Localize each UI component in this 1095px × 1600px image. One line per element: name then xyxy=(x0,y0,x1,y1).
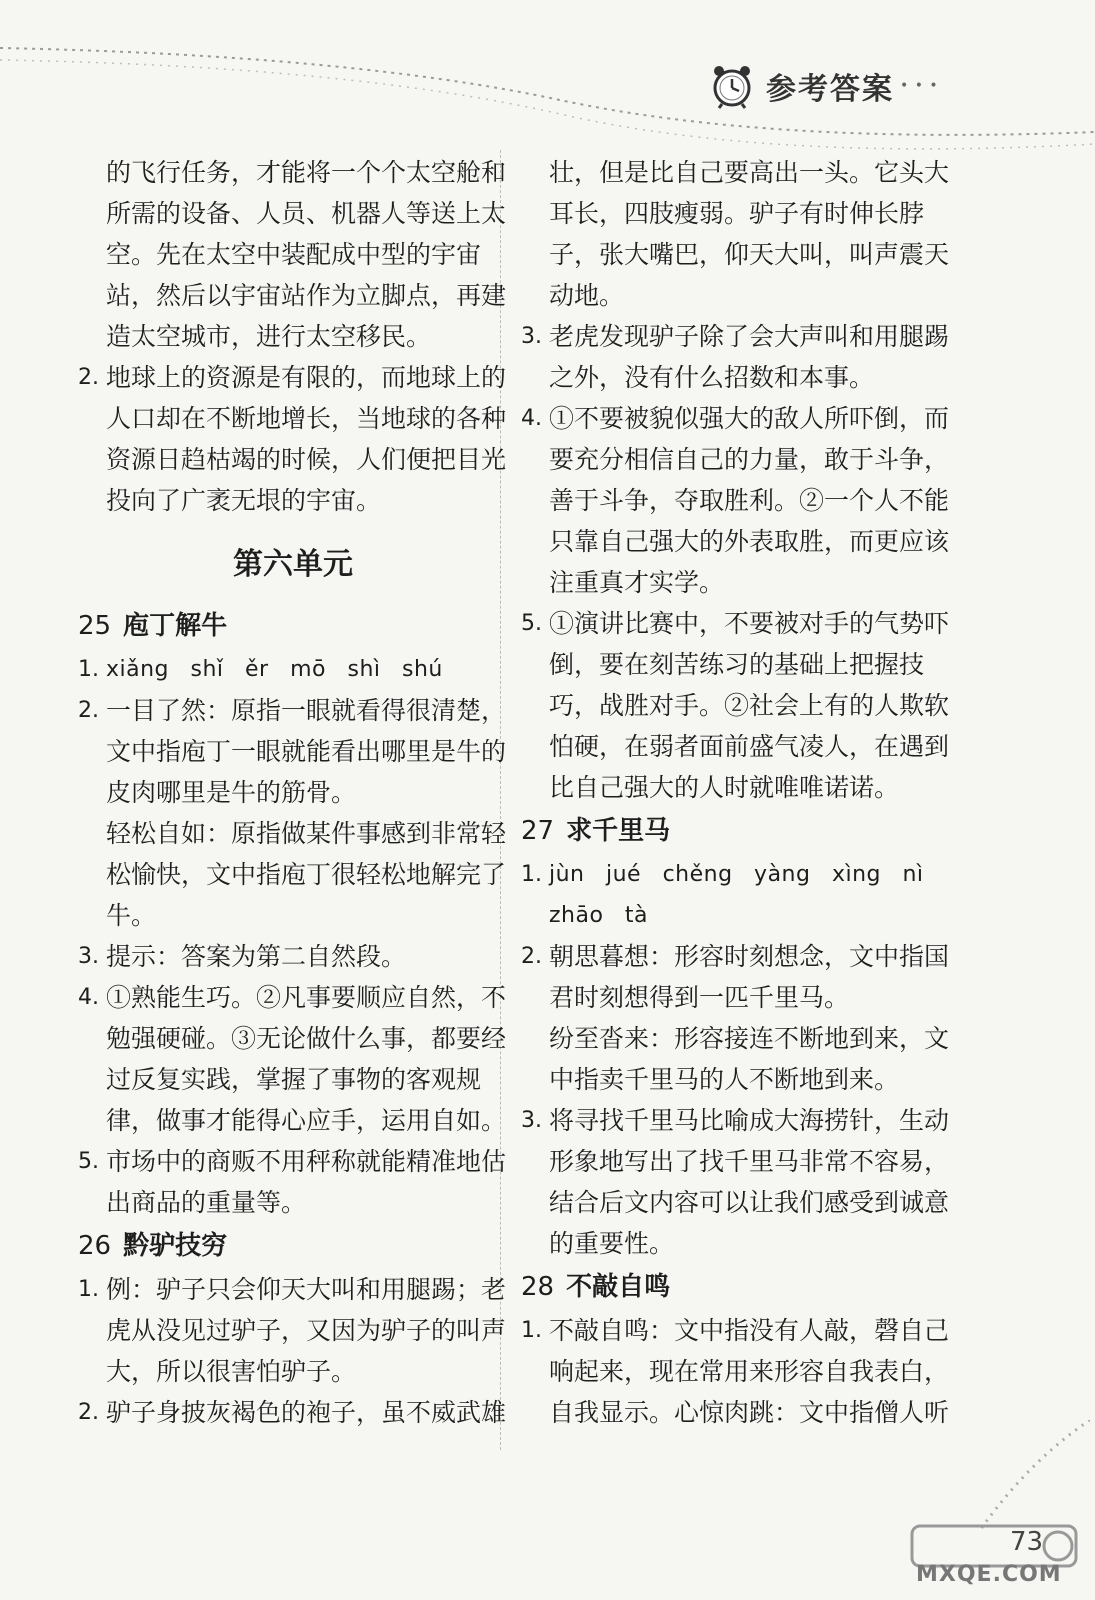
continued-answer: 的飞行任务，才能将一个个太空舱和所需的设备、人员、机器人等送上太空。先在太空中装配成中型的宇宙站，然后以宇宙站作为立脚点，再建造太空城市，进行太空移民。 xyxy=(106,158,507,351)
answer-item: 3. 提示：答案为第二自然段。 xyxy=(78,942,407,971)
corner-dots-decoration xyxy=(960,1420,1090,1530)
header-title: 参考答案 xyxy=(766,72,894,107)
answer-item: 1. jùn jué chěng yàng xìng nì zhāo tà xyxy=(521,862,924,928)
lesson-heading-25: 25 庖丁解牛 xyxy=(78,611,228,641)
answer-subparagraph: 纷至沓来：形容接连不断地到来，文中指卖千里马的人不断地到来。 xyxy=(549,1024,950,1094)
right-column xyxy=(521,152,951,1433)
continued-answer: 壮，但是比自己要高出一头。它头大耳长，四肢瘦弱。驴子有时伸长脖子，张大嘴巴，仰天大叫，叫声震天动地。 xyxy=(549,158,950,310)
unit-title: 第六单元 xyxy=(233,547,353,582)
answer-item: 5. ①演讲比赛中，不要被对手的气势吓倒，要在刻苦练习的基础上把握技巧，战胜对手。②社会上有的人欺软怕硬，在弱者面前盛气凌人，在遇到比自己强大的人时就唯唯诺诺。 xyxy=(521,609,950,802)
lesson-heading-28: 28 不敲自鸣 xyxy=(521,1272,671,1302)
answer-item: 4. ①不要被貌似强大的敌人所吓倒，而要充分相信自己的力量，敢于斗争，善于斗争，夺取胜利。②一个人不能只靠自己强大的外表取胜，而更应该注重真才实学。 xyxy=(521,404,950,597)
page-number: 73 xyxy=(1010,1527,1044,1557)
lesson-heading-27: 27 求千里马 xyxy=(521,816,671,846)
answer-key-header xyxy=(708,58,939,114)
answer-item: 4. ①熟能生巧。②凡事要顺应自然，不勉强硬碰。③无论做什么事，都要经过反复实践，掌握了事物的客观规律，做事才能得心应手，运用自如。 xyxy=(78,983,507,1135)
answer-item: 2. 朝思暮想：形容时刻想念，文中指国君时刻想得到一匹千里马。 xyxy=(521,942,950,1012)
clock-icon xyxy=(708,62,756,110)
answer-item: 1. 不敲自鸣：文中指没有人敲，磬自己响起来，现在常用来形容自我表白，自我显示。心惊肉跳：文中指僧人听 xyxy=(521,1316,950,1427)
answer-item: 1. xiǎng shǐ ěr mō shì shú xyxy=(78,657,443,682)
answer-item: 1. 例：驴子只会仰天大叫和用腿踢；老虎从没见过驴子，又因为驴子的叫声大，所以很害怕驴子。 xyxy=(78,1275,507,1386)
lesson-heading-26: 26 黔驴技穷 xyxy=(78,1231,228,1261)
answer-item: 3. 老虎发现驴子除了会大声叫和用腿踢之外，没有什么招数和本事。 xyxy=(521,322,950,392)
answer-item: 2. 地球上的资源是有限的，而地球上的人口却在不断地增长，当地球的各种资源日趋枯竭的时候，人们便把目光投向了广袤无垠的宇宙。 xyxy=(78,363,507,515)
answer-subparagraph: 轻松自如：原指做某件事感到非常轻松愉快，文中指庖丁很轻松地解完了牛。 xyxy=(106,819,507,930)
answer-item: 5. 市场中的商贩不用秤称就能精准地估出商品的重量等。 xyxy=(78,1147,507,1217)
answer-item: 2. 驴子身披灰褐色的袍子，虽不威武雄 xyxy=(78,1398,507,1427)
left-column xyxy=(78,152,508,1433)
answer-item: 2. 一目了然：原指一眼就看得很清楚，文中指庖丁一眼就能看出哪里是牛的皮肉哪里是牛的筋骨。 xyxy=(78,696,507,807)
answer-item: 3. 将寻找千里马比喻成大海捞针，生动形象地写出了找千里马非常不容易，结合后文内容可以让我们感受到诚意的重要性。 xyxy=(521,1106,950,1258)
watermark-text: MXQE.COM xyxy=(916,1562,1062,1587)
header-dots-icon: • • • xyxy=(900,78,939,94)
